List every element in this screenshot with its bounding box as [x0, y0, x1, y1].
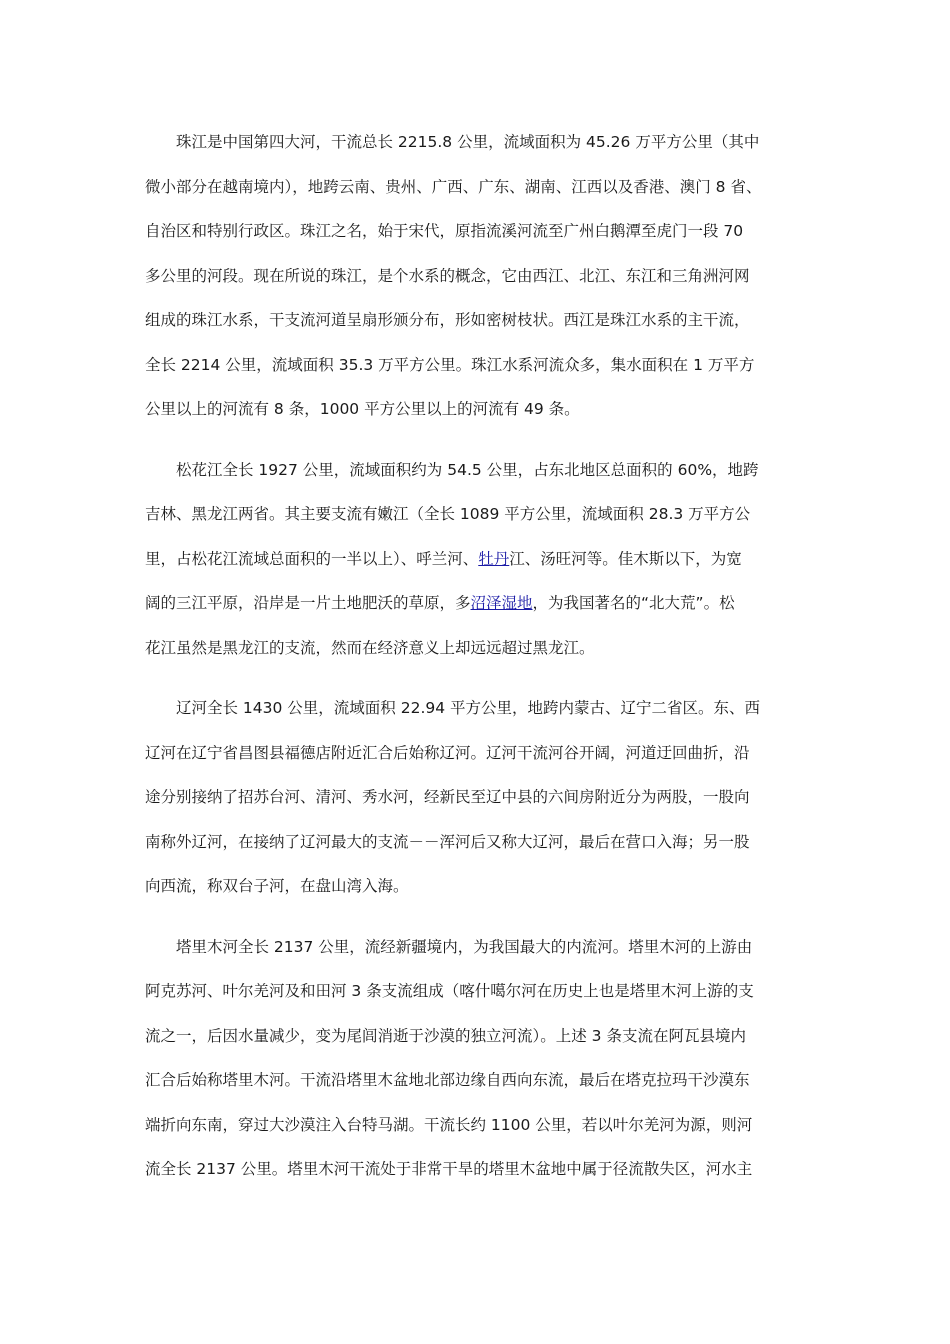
text-segment: 里，占松花江流域总面积的一半以上）、呼兰河、	[145, 549, 479, 568]
text-line: 全长 2214 公里，流域面积 35.3 万平方公里。珠江水系河流众多，集水面积在 1 万平方	[145, 355, 755, 374]
text-segment: 阔的三江平原，沿岸是一片土地肥沃的草原，多	[145, 594, 471, 612]
text-line: 多公里的河段。现在所说的珠江，是个水系的概念，它由西江、北江、东江和三角洲河网	[145, 266, 750, 285]
text-line: 松花江全长 1927 公里，流域面积约为 54.5 公里，占东北地区总面积的 60%，地跨	[176, 460, 759, 479]
text-line: 辽河在辽宁省昌图县福德店附近汇合后始称辽河。辽河干流河谷开阔，河道迂回曲折，沿	[145, 743, 750, 762]
mudan-link[interactable]: 牡丹	[478, 549, 510, 568]
wetland-link[interactable]: 沼泽湿地	[470, 594, 533, 612]
text-line: 自治区和特别行政区。珠江之名，始于宋代，原指流溪河流至广州白鹅潭至虎门一段 70	[145, 222, 744, 240]
text-line: 汇合后始称塔里木河。干流沿塔里木盆地北部边缘自西向东流，最后在塔克拉玛干沙漠东	[145, 1071, 750, 1089]
paragraph-pearl-river	[145, 120, 810, 432]
text-line: 途分别接纳了招苏台河、清河、秀水河，经新民至辽中县的六间房附近分为两股，一股向	[145, 788, 750, 806]
text-line: 流全长 2137 公里。塔里木河干流处于非常干旱的塔里木盆地中属于径流散失区，河水主	[145, 1160, 753, 1178]
text-line: 微小部分在越南境内），地跨云南、贵州、广西、广东、湖南、江西以及香港、澳门 8 省、	[145, 177, 762, 196]
text-line: 珠江是中国第四大河，干流总长 2215.8 公里，流域面积为 45.26 万平方公里（其中	[176, 133, 760, 151]
text-line: 流之一，后因水量减少，变为尾闾消逝于沙漠的独立河流）。上述 3 条支流在阿瓦县境内	[145, 1026, 746, 1045]
text-line: 端折向东南，穿过大沙漠注入台特马湖。干流长约 1100 公里，若以叶尔羌河为源，则河	[145, 1115, 753, 1134]
paragraph-songhua-river	[145, 448, 810, 671]
text-line: 南称外辽河，在接纳了辽河最大的支流－－浑河后又称大辽河，最后在营口入海；另一股	[145, 832, 750, 851]
paragraph-tarim-river	[145, 925, 810, 1192]
text-line: 花江虽然是黑龙江的支流，然而在经济意义上却远远超过黑龙江。	[145, 638, 595, 657]
text-line: 组成的珠江水系，干支流河道呈扇形颁分布，形如密树枝状。西江是珠江水系的主干流，	[145, 311, 750, 329]
text-line: 吉林、黑龙江两省。其主要支流有嫩江（全长 1089 平方公里，流域面积 28.3 万平方公	[145, 505, 751, 523]
text-line: 辽河全长 1430 公里，流域面积 22.94 平方公里，地跨内蒙古、辽宁二省区。东、西	[176, 699, 761, 717]
text-line-with-link	[145, 581, 810, 626]
text-line-with-link	[145, 537, 810, 582]
text-line: 向西流，称双台子河，在盘山湾入海。	[145, 877, 409, 895]
text-line: 公里以上的河流有 8 条，1000 平方公里以上的河流有 49 条。	[145, 400, 580, 418]
text-segment: 江、汤旺河等。佳木斯以下，为宽	[509, 549, 742, 568]
paragraph-liao-river	[145, 686, 810, 909]
document-body	[145, 120, 810, 1208]
text-segment: ，为我国著名的“北大荒”。松	[532, 594, 735, 612]
text-line: 阿克苏河、叶尔羌河及和田河 3 条支流组成（喀什噶尔河在历史上也是塔里木河上游的支	[145, 982, 754, 1000]
text-line: 塔里木河全长 2137 公里，流经新疆境内，为我国最大的内流河。塔里木河的上游由	[176, 937, 753, 956]
